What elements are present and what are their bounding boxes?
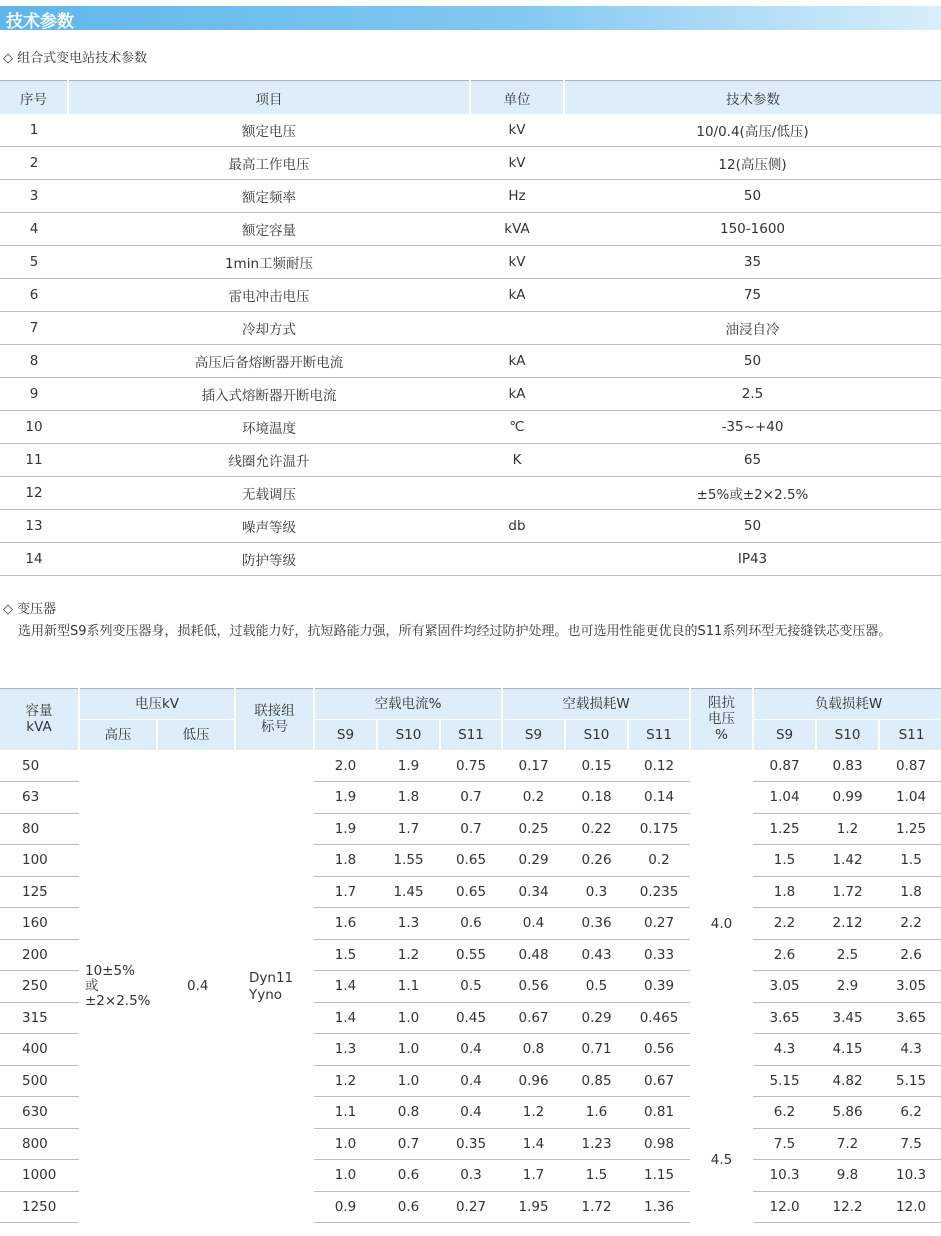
transformer-spec-table <box>0 688 941 1223</box>
cell-load-loss-s9: 2.2 <box>753 908 816 940</box>
cell-item: 冷却方式 <box>68 312 470 345</box>
cell-load-loss-s11: 4.3 <box>879 1034 941 1066</box>
cell-impedance: 4.0 <box>710 915 733 932</box>
cell-noload-loss-s11: 0.175 <box>628 813 690 845</box>
cell-connection <box>235 750 314 1223</box>
col-header-voltage: 电压kV <box>79 689 235 720</box>
cell-noload-current-s9: 2.0 <box>314 750 377 782</box>
table-row <box>0 411 941 444</box>
cell-item: 雷电冲击电压 <box>68 279 470 312</box>
cell-load-loss-s11: 1.8 <box>879 876 941 908</box>
cell-noload-current-s11: 0.65 <box>440 845 502 877</box>
table-header-row <box>0 81 941 115</box>
cell-noload-current-s11: 0.6 <box>440 908 502 940</box>
table-row <box>0 246 941 279</box>
cell-noload-current-s9: 1.0 <box>314 1128 377 1160</box>
cell-load-loss-s11: 3.65 <box>879 1002 941 1034</box>
cell-unit <box>470 477 564 510</box>
cell-noload-loss-s11: 0.33 <box>628 939 690 971</box>
cell-noload-loss-s11: 1.15 <box>628 1160 690 1192</box>
cell-noload-current-s10: 0.6 <box>377 1191 440 1223</box>
cell-unit: kA <box>470 279 564 312</box>
cell-capacity: 80 <box>0 813 79 845</box>
cell-item: 噪声等级 <box>68 510 470 543</box>
cell-index: 5 <box>0 246 68 279</box>
cell-noload-loss-s9: 0.29 <box>502 845 565 877</box>
cell-noload-loss-s9: 1.2 <box>502 1097 565 1129</box>
cell-value: 35 <box>564 246 941 279</box>
cell-noload-current-s9: 1.3 <box>314 1034 377 1066</box>
cell-load-loss-s10: 1.72 <box>816 876 879 908</box>
cell-noload-loss-s9: 0.17 <box>502 750 565 782</box>
cell-load-loss-s10: 3.45 <box>816 1002 879 1034</box>
cell-load-loss-s11: 1.25 <box>879 813 941 845</box>
table-header-row-2 <box>0 720 941 751</box>
cell-index: 7 <box>0 312 68 345</box>
cell-noload-current-s11: 0.7 <box>440 813 502 845</box>
cell-unit: kA <box>470 345 564 378</box>
cell-value: 75 <box>564 279 941 312</box>
cell-load-loss-s11: 2.6 <box>879 939 941 971</box>
col-header-noload-loss: 空载损耗W <box>502 689 690 720</box>
cell-noload-current-s9: 1.1 <box>314 1097 377 1129</box>
col-header-s9: S9 <box>753 720 816 751</box>
cell-index: 2 <box>0 147 68 180</box>
cell-noload-current-s9: 1.4 <box>314 1002 377 1034</box>
cell-noload-current-s10: 1.9 <box>377 750 440 782</box>
cell-noload-loss-s9: 0.56 <box>502 971 565 1003</box>
cell-noload-current-s10: 1.7 <box>377 813 440 845</box>
cell-noload-loss-s10: 0.26 <box>565 845 628 877</box>
col-header-s9: S9 <box>314 720 377 751</box>
cell-noload-loss-s9: 0.48 <box>502 939 565 971</box>
col-header-capacity: 容量 kVA <box>0 689 79 751</box>
page-title: 技术参数 <box>6 12 74 32</box>
col-header-s10: S10 <box>565 720 628 751</box>
cell-item: 防护等级 <box>68 543 470 576</box>
cell-noload-current-s9: 0.9 <box>314 1191 377 1223</box>
cell-noload-loss-s11: 0.98 <box>628 1128 690 1160</box>
table-row <box>0 543 941 576</box>
cell-noload-loss-s11: 0.12 <box>628 750 690 782</box>
cell-noload-loss-s10: 1.23 <box>565 1128 628 1160</box>
table-row <box>0 378 941 411</box>
cell-unit: ℃ <box>470 411 564 444</box>
table-row <box>0 213 941 246</box>
title-bar <box>0 6 941 30</box>
cell-noload-current-s10: 1.1 <box>377 971 440 1003</box>
cell-value: 50 <box>564 345 941 378</box>
cell-value: -35~+40 <box>564 411 941 444</box>
cell-load-loss-s11: 1.04 <box>879 782 941 814</box>
cell-noload-loss-s10: 0.85 <box>565 1065 628 1097</box>
cell-load-loss-s10: 2.9 <box>816 971 879 1003</box>
cell-noload-current-s11: 0.55 <box>440 939 502 971</box>
cell-noload-current-s10: 0.6 <box>377 1160 440 1192</box>
cell-item: 无载调压 <box>68 477 470 510</box>
cell-load-loss-s10: 4.82 <box>816 1065 879 1097</box>
cell-load-loss-s10: 1.2 <box>816 813 879 845</box>
cell-index: 14 <box>0 543 68 576</box>
cell-noload-loss-s10: 0.22 <box>565 813 628 845</box>
cell-noload-loss-s9: 0.34 <box>502 876 565 908</box>
cell-load-loss-s9: 1.5 <box>753 845 816 877</box>
cell-noload-loss-s10: 0.3 <box>565 876 628 908</box>
cell-index: 11 <box>0 444 68 477</box>
cell-noload-loss-s9: 0.2 <box>502 782 565 814</box>
merged-text-line: Yyno <box>249 986 283 1003</box>
cell-impedance: 4.5 <box>710 1151 733 1168</box>
cell-capacity: 250 <box>0 971 79 1003</box>
cell-noload-loss-s11: 0.235 <box>628 876 690 908</box>
cell-noload-current-s9: 1.2 <box>314 1065 377 1097</box>
cell-noload-loss-s9: 0.4 <box>502 908 565 940</box>
cell-item: 额定容量 <box>68 213 470 246</box>
cell-load-loss-s11: 10.3 <box>879 1160 941 1192</box>
cell-item: 1min工频耐压 <box>68 246 470 279</box>
cell-load-loss-s9: 6.2 <box>753 1097 816 1129</box>
cell-value: IP43 <box>564 543 941 576</box>
cell-noload-loss-s9: 0.25 <box>502 813 565 845</box>
cell-value: 10/0.4(高压/低压) <box>564 114 941 147</box>
cell-noload-loss-s9: 1.7 <box>502 1160 565 1192</box>
cell-noload-current-s9: 1.0 <box>314 1160 377 1192</box>
cell-load-loss-s11: 3.05 <box>879 971 941 1003</box>
cell-noload-loss-s10: 0.18 <box>565 782 628 814</box>
table-row <box>0 180 941 213</box>
cell-noload-loss-s11: 0.465 <box>628 1002 690 1034</box>
cell-noload-loss-s10: 0.15 <box>565 750 628 782</box>
cell-noload-current-s10: 1.55 <box>377 845 440 877</box>
cell-noload-current-s9: 1.9 <box>314 782 377 814</box>
cell-noload-current-s11: 0.4 <box>440 1065 502 1097</box>
cell-noload-loss-s11: 0.14 <box>628 782 690 814</box>
col-header-s9: S9 <box>502 720 565 751</box>
cell-load-loss-s10: 0.99 <box>816 782 879 814</box>
cell-unit: kA <box>470 378 564 411</box>
table-header-row-1 <box>0 689 941 720</box>
cell-noload-current-s10: 1.8 <box>377 782 440 814</box>
table-row <box>0 444 941 477</box>
cell-noload-loss-s11: 1.36 <box>628 1191 690 1223</box>
cell-load-loss-s11: 7.5 <box>879 1128 941 1160</box>
col-header-index: 序号 <box>0 81 68 115</box>
cell-unit: kVA <box>470 213 564 246</box>
cell-load-loss-s10: 4.15 <box>816 1034 879 1066</box>
cell-load-loss-s9: 1.25 <box>753 813 816 845</box>
cell-load-loss-s11: 12.0 <box>879 1191 941 1223</box>
col-header-s10: S10 <box>816 720 879 751</box>
cell-load-loss-s9: 2.6 <box>753 939 816 971</box>
table-row <box>0 345 941 378</box>
cell-noload-current-s11: 0.35 <box>440 1128 502 1160</box>
cell-capacity: 500 <box>0 1065 79 1097</box>
cell-load-loss-s9: 0.87 <box>753 750 816 782</box>
cell-noload-loss-s10: 0.36 <box>565 908 628 940</box>
cell-load-loss-s11: 0.87 <box>879 750 941 782</box>
col-header-s11: S11 <box>440 720 502 751</box>
cell-unit: Hz <box>470 180 564 213</box>
cell-load-loss-s10: 1.42 <box>816 845 879 877</box>
cell-capacity: 125 <box>0 876 79 908</box>
cell-noload-loss-s11: 0.67 <box>628 1065 690 1097</box>
merged-text-line: 或 <box>85 977 99 994</box>
cell-value: 150-1600 <box>564 213 941 246</box>
cell-high-voltage <box>79 750 157 1223</box>
cell-noload-current-s9: 1.8 <box>314 845 377 877</box>
cell-load-loss-s9: 10.3 <box>753 1160 816 1192</box>
cell-load-loss-s9: 3.05 <box>753 971 816 1003</box>
cell-load-loss-s11: 2.2 <box>879 908 941 940</box>
col-header-impedance: 阻抗 电压 % <box>690 689 753 751</box>
section-heading-transformer: ◇ 变压器 <box>3 602 57 617</box>
cell-noload-current-s11: 0.75 <box>440 750 502 782</box>
cell-value: 65 <box>564 444 941 477</box>
cell-value: ±5%或±2×2.5% <box>564 477 941 510</box>
table-row <box>0 147 941 180</box>
cell-noload-loss-s10: 1.6 <box>565 1097 628 1129</box>
cell-value: 2.5 <box>564 378 941 411</box>
cell-noload-current-s10: 0.7 <box>377 1128 440 1160</box>
cell-load-loss-s9: 12.0 <box>753 1191 816 1223</box>
col-header-high: 高压 <box>79 720 157 751</box>
cell-index: 10 <box>0 411 68 444</box>
cell-noload-current-s9: 1.6 <box>314 908 377 940</box>
cell-capacity: 63 <box>0 782 79 814</box>
cell-unit <box>470 312 564 345</box>
cell-capacity: 1250 <box>0 1191 79 1223</box>
col-header-connection: 联接组 标号 <box>235 689 314 751</box>
cell-item: 额定频率 <box>68 180 470 213</box>
cell-noload-loss-s10: 1.5 <box>565 1160 628 1192</box>
cell-noload-loss-s11: 0.81 <box>628 1097 690 1129</box>
col-header-param: 技术参数 <box>564 81 941 115</box>
cell-noload-loss-s11: 0.27 <box>628 908 690 940</box>
cell-value: 12(高压侧) <box>564 147 941 180</box>
cell-noload-loss-s10: 0.43 <box>565 939 628 971</box>
cell-load-loss-s10: 0.83 <box>816 750 879 782</box>
cell-index: 1 <box>0 114 68 147</box>
cell-noload-current-s11: 0.3 <box>440 1160 502 1192</box>
section-heading-substation: ◇ 组合式变电站技术参数 <box>3 51 148 66</box>
cell-noload-current-s9: 1.7 <box>314 876 377 908</box>
cell-value: 油浸自冷 <box>564 312 941 345</box>
transformer-description: 选用新型S9系列变压器身，损耗低，过载能力好，抗短路能力强，所有紧固件均经过防护处理。也可选用性能更优良的S11系列环型无接缝铁芯变压器。 <box>18 624 892 639</box>
cell-noload-current-s11: 0.45 <box>440 1002 502 1034</box>
cell-load-loss-s10: 2.5 <box>816 939 879 971</box>
col-header-unit: 单位 <box>470 81 564 115</box>
cell-noload-loss-s10: 1.72 <box>565 1191 628 1223</box>
table-row <box>0 510 941 543</box>
cell-load-loss-s9: 3.65 <box>753 1002 816 1034</box>
cell-noload-current-s10: 1.0 <box>377 1034 440 1066</box>
cell-noload-current-s9: 1.9 <box>314 813 377 845</box>
cell-load-loss-s11: 6.2 <box>879 1097 941 1129</box>
cell-index: 13 <box>0 510 68 543</box>
cell-noload-current-s11: 0.4 <box>440 1097 502 1129</box>
cell-unit: kV <box>470 246 564 279</box>
cell-unit: kV <box>470 147 564 180</box>
cell-noload-current-s10: 1.0 <box>377 1065 440 1097</box>
cell-capacity: 400 <box>0 1034 79 1066</box>
cell-load-loss-s9: 7.5 <box>753 1128 816 1160</box>
cell-load-loss-s10: 2.12 <box>816 908 879 940</box>
col-header-load-loss: 负载损耗W <box>753 689 941 720</box>
cell-value: 50 <box>564 180 941 213</box>
cell-noload-current-s9: 1.5 <box>314 939 377 971</box>
cell-noload-current-s9: 1.4 <box>314 971 377 1003</box>
cell-noload-current-s11: 0.65 <box>440 876 502 908</box>
cell-low-voltage: 0.4 <box>187 978 209 995</box>
cell-load-loss-s9: 5.15 <box>753 1065 816 1097</box>
cell-noload-current-s11: 0.5 <box>440 971 502 1003</box>
cell-load-loss-s10: 7.2 <box>816 1128 879 1160</box>
cell-item: 额定电压 <box>68 114 470 147</box>
cell-capacity: 630 <box>0 1097 79 1129</box>
cell-noload-loss-s10: 0.5 <box>565 971 628 1003</box>
cell-capacity: 160 <box>0 908 79 940</box>
cell-noload-loss-s11: 0.56 <box>628 1034 690 1066</box>
col-header-low: 低压 <box>157 720 235 751</box>
cell-unit: db <box>470 510 564 543</box>
cell-noload-loss-s9: 0.8 <box>502 1034 565 1066</box>
cell-load-loss-s10: 12.2 <box>816 1191 879 1223</box>
cell-capacity: 100 <box>0 845 79 877</box>
merged-text-line: Dyn11 <box>249 969 294 986</box>
cell-unit <box>470 543 564 576</box>
merged-text-line: ±2×2.5% <box>85 992 151 1009</box>
cell-noload-loss-s11: 0.2 <box>628 845 690 877</box>
table-row <box>0 279 941 312</box>
cell-item: 最高工作电压 <box>68 147 470 180</box>
cell-noload-loss-s11: 0.39 <box>628 971 690 1003</box>
cell-capacity: 1000 <box>0 1160 79 1192</box>
col-header-s11: S11 <box>628 720 690 751</box>
cell-noload-loss-s9: 0.67 <box>502 1002 565 1034</box>
cell-unit: kV <box>470 114 564 147</box>
cell-index: 3 <box>0 180 68 213</box>
cell-noload-current-s11: 0.4 <box>440 1034 502 1066</box>
cell-noload-current-s11: 0.7 <box>440 782 502 814</box>
cell-index: 8 <box>0 345 68 378</box>
table-row <box>0 312 941 345</box>
substation-spec-table <box>0 80 941 576</box>
merged-text-line: 10±5% <box>85 962 135 979</box>
cell-noload-current-s10: 1.3 <box>377 908 440 940</box>
cell-load-loss-s11: 5.15 <box>879 1065 941 1097</box>
cell-noload-loss-s9: 0.96 <box>502 1065 565 1097</box>
cell-noload-current-s10: 1.2 <box>377 939 440 971</box>
cell-item: 环境温度 <box>68 411 470 444</box>
table-row <box>0 114 941 147</box>
cell-load-loss-s9: 1.04 <box>753 782 816 814</box>
cell-load-loss-s9: 4.3 <box>753 1034 816 1066</box>
cell-noload-current-s10: 1.45 <box>377 876 440 908</box>
cell-noload-current-s10: 1.0 <box>377 1002 440 1034</box>
cell-item: 插入式熔断器开断电流 <box>68 378 470 411</box>
cell-index: 4 <box>0 213 68 246</box>
cell-index: 6 <box>0 279 68 312</box>
cell-capacity: 800 <box>0 1128 79 1160</box>
cell-load-loss-s11: 1.5 <box>879 845 941 877</box>
cell-index: 9 <box>0 378 68 411</box>
cell-load-loss-s9: 1.8 <box>753 876 816 908</box>
cell-item: 线圈允许温升 <box>68 444 470 477</box>
cell-noload-loss-s9: 1.4 <box>502 1128 565 1160</box>
col-header-noload-current: 空载电流% <box>314 689 502 720</box>
cell-noload-loss-s10: 0.29 <box>565 1002 628 1034</box>
col-header-s11: S11 <box>879 720 941 751</box>
cell-noload-loss-s10: 0.71 <box>565 1034 628 1066</box>
cell-capacity: 315 <box>0 1002 79 1034</box>
cell-capacity: 200 <box>0 939 79 971</box>
table-row <box>0 750 941 782</box>
cell-load-loss-s10: 9.8 <box>816 1160 879 1192</box>
cell-load-loss-s10: 5.86 <box>816 1097 879 1129</box>
cell-unit: K <box>470 444 564 477</box>
col-header-s10: S10 <box>377 720 440 751</box>
cell-noload-loss-s9: 1.95 <box>502 1191 565 1223</box>
table-row <box>0 477 941 510</box>
cell-capacity: 50 <box>0 750 79 782</box>
cell-noload-current-s11: 0.27 <box>440 1191 502 1223</box>
cell-value: 50 <box>564 510 941 543</box>
cell-item: 高压后备熔断器开断电流 <box>68 345 470 378</box>
col-header-item: 项目 <box>68 81 470 115</box>
cell-index: 12 <box>0 477 68 510</box>
cell-noload-current-s10: 0.8 <box>377 1097 440 1129</box>
